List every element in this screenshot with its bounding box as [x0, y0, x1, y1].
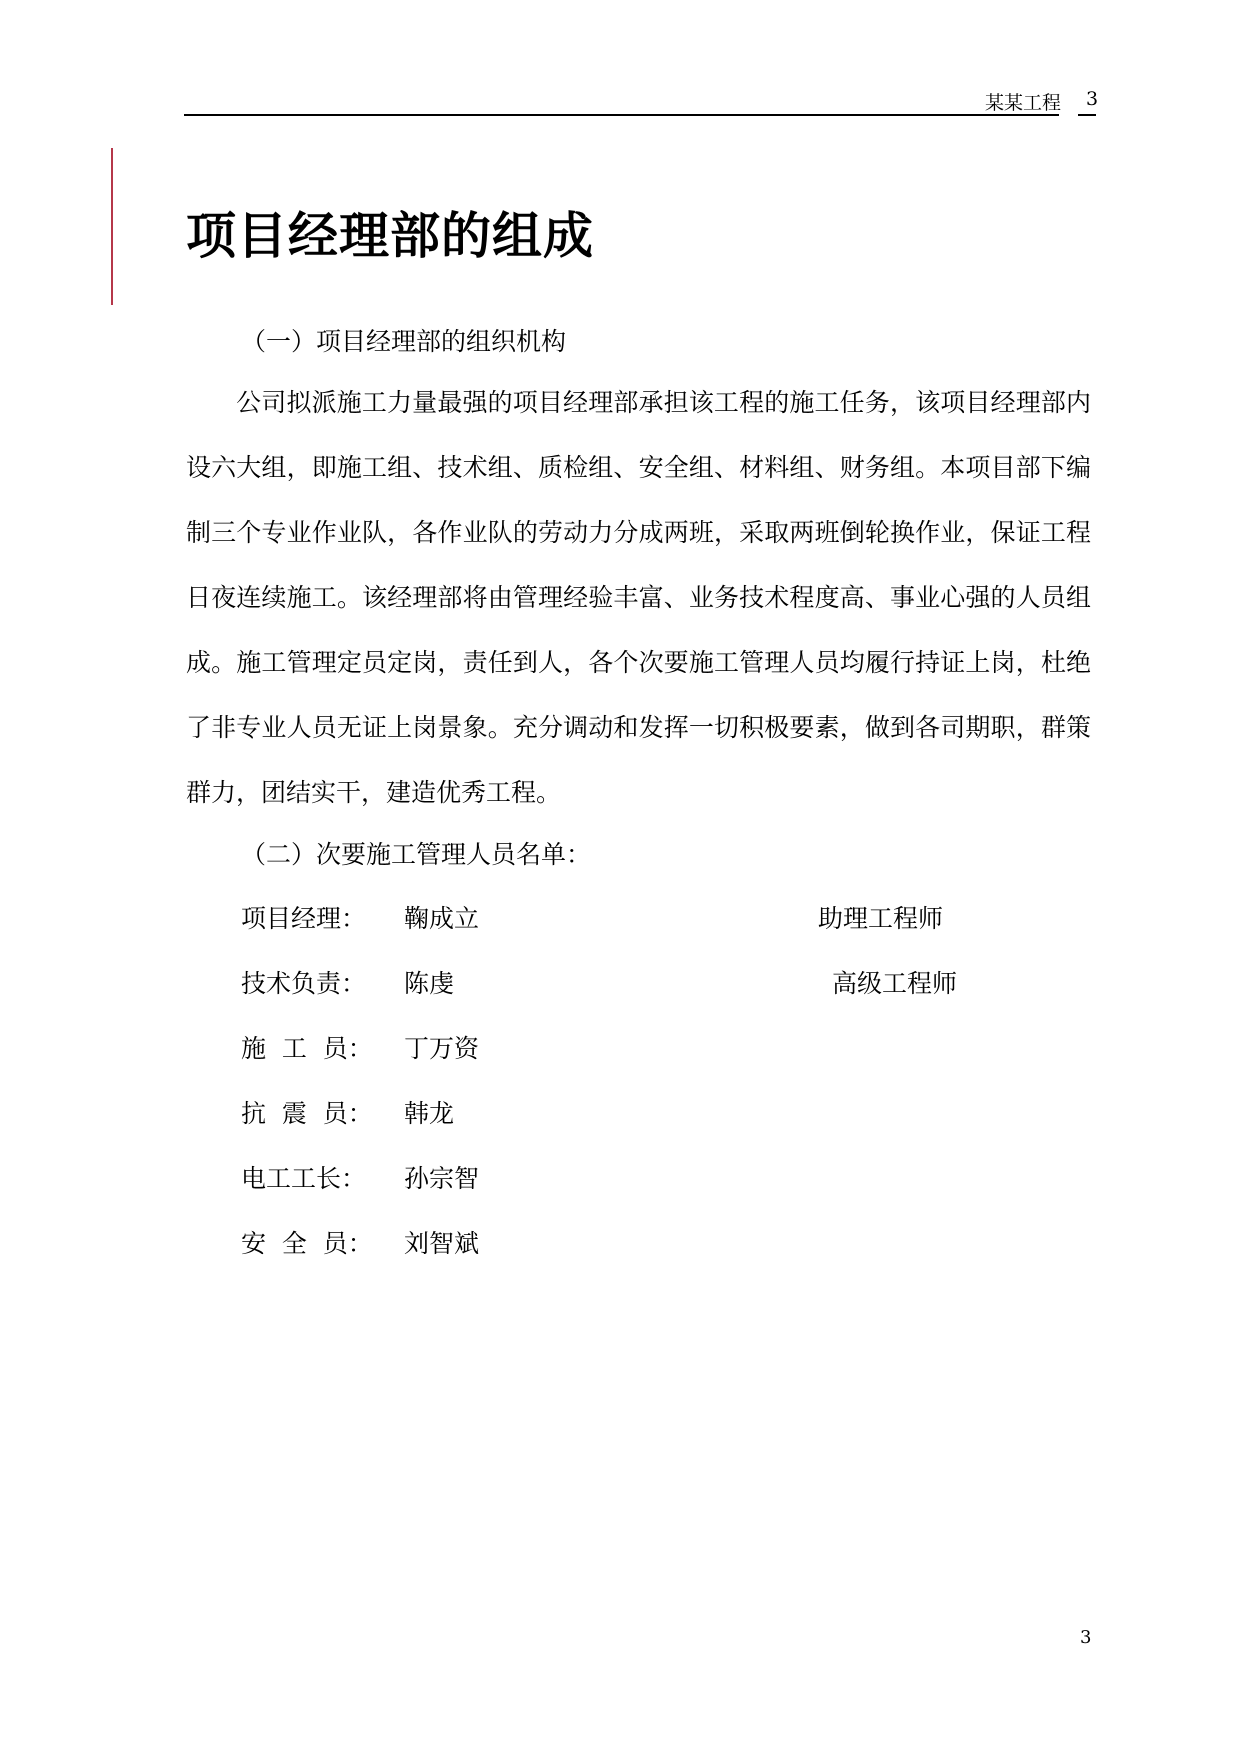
section1-body — [186, 370, 1091, 825]
staff-name: 孙宗智 — [404, 1164, 480, 1193]
staff-name: 刘智斌 — [404, 1229, 480, 1258]
header-rule — [184, 114, 1059, 116]
staff-title: 助理工程师 — [818, 904, 944, 933]
page-title: 项目经理部的组成 — [186, 207, 594, 265]
staff-name: 鞠成立 — [404, 904, 480, 933]
staff-role: 项目经理： — [241, 904, 367, 933]
staff-name: 陈虔 — [404, 969, 455, 998]
staff-role: 抗 震 员： — [241, 1099, 373, 1128]
staff-role: 技术负责： — [241, 969, 367, 998]
footer-page-number: 3 — [1080, 1627, 1092, 1648]
staff-name: 韩龙 — [404, 1099, 455, 1128]
section1-heading: （一）项目经理部的组织机构 — [241, 327, 567, 356]
staff-role: 施 工 员： — [241, 1034, 373, 1063]
staff-role: 电工工长： — [241, 1164, 367, 1193]
header-page-number: 3 — [1086, 88, 1099, 110]
staff-title: 高级工程师 — [832, 969, 958, 998]
section2-heading: （二）次要施工管理人员名单： — [241, 840, 592, 869]
staff-name: 丁万资 — [404, 1034, 480, 1063]
header-title: 某某工程 — [985, 92, 1062, 114]
section1-body-text: 公司拟派施工力量最强的项目经理部承担该工程的施工任务，该项目经理部内设六大组，即施工组、技术组、质检组、安全组、材料组、财务组。本项目部下编制三个专业作业队，各作业队的劳动力分成两班，采取两班倒轮换作业，保证工程日夜连续施工。该经理部将由管理经验丰富、业务技术程度高、事业心强的人员组成。施工管理定员定岗，责任到人，各个次要施工管理人员均履行持证上岗，杜绝了非专业人员无证上岗景象。充分调动和发挥一切积极要素，做到各司期职，群策群力，团结实干，建造优秀工程。 — [186, 388, 1091, 807]
staff-role: 安 全 员： — [241, 1229, 373, 1258]
chapter-side-bar — [111, 148, 113, 305]
header-rule-page — [1078, 114, 1096, 116]
